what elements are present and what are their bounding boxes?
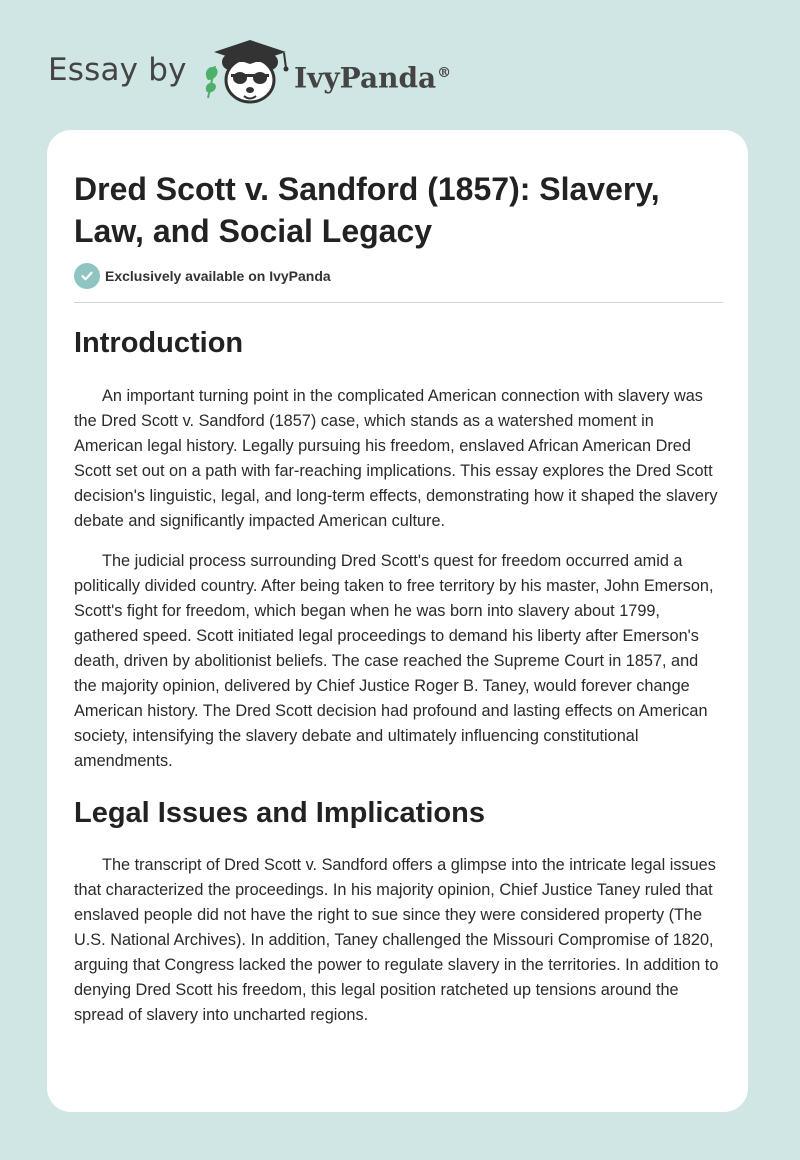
registered-mark: ® <box>437 65 452 81</box>
brand-name[interactable]: IvyPanda® <box>294 61 452 95</box>
paragraph: An important turning point in the complicated American connection with slavery was the Dred Scott v. Sandford (1857) case, which stands as a watershed moment in American legal history. Legally pursuing his freedom, enslaved African American Dred Scott set out on a path with far-reaching implications. This essay explores the Dred Scott decision's linguistic, legal, and long-term effects, demonstrating how it shaped the slavery debate and significantly impacted American culture. <box>74 387 718 530</box>
essay-body <box>74 320 723 1028</box>
section-heading-legal-issues: Legal Issues and Implications <box>74 797 485 829</box>
essay-title: Dred Scott v. Sandford (1857): Slavery, Law, and Social Legacy <box>74 171 660 249</box>
brand-prefix: Essay by <box>48 52 187 88</box>
divider <box>74 302 723 303</box>
site-header <box>0 0 800 130</box>
checkmark-icon <box>74 263 100 289</box>
exclusive-badge <box>74 263 331 289</box>
essay-card <box>47 130 748 1112</box>
paragraph: The transcript of Dred Scott v. Sandford offers a glimpse into the intricate legal issues that characterized the proceedings. In his majority opinion, Chief Justice Taney ruled that enslaved people did not have the right to sue since they were considered property (The U.S. National Archives). In addition, Taney challenged the Missouri Compromise of 1820, arguing that Congress lacked the power to regulate slavery in the territories. In addition to denying Dred Scott his freedom, this legal position ratcheted up tensions around the spread of slavery into uncharted regions. <box>74 856 719 1024</box>
badge-text: Exclusively available on IvyPanda <box>105 268 331 284</box>
panda-graduate-icon[interactable] <box>200 36 295 108</box>
paragraph: The judicial process surrounding Dred Scott's quest for freedom occurred amid a politically divided country. After being taken to free territory by his master, John Emerson, Scott's fight for freedom, which began when he was born into slavery about 1799, gathered speed. Scott initiated legal proceedings to demand his liberty after Emerson's death, driven by abolitionist beliefs. The case reached the Supreme Court in 1857, and the majority opinion, delivered by Chief Justice Roger B. Taney, would forever change American history. The Dred Scott decision had profound and lasting effects on American society, intensifying the slavery debate and ultimately influencing constitutional amendments. <box>74 552 714 770</box>
section-heading-introduction: Introduction <box>74 327 244 359</box>
